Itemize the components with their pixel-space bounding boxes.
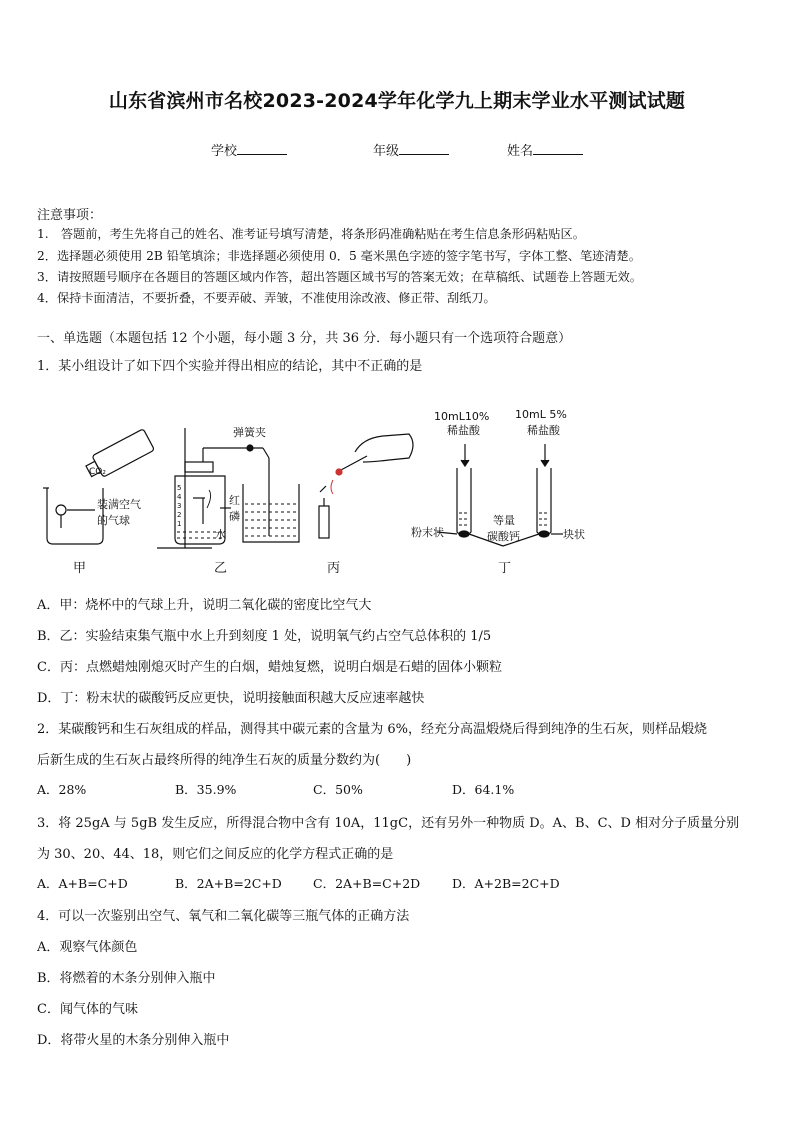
note-item: 2．选择题必须使用 2B 铅笔填涂；非选择题必须使用 0．5 毫米黑色字迹的签字笔书写，字体工整、笔迹清楚。: [37, 249, 641, 263]
test-tube-left: [457, 468, 471, 536]
school-field: [211, 140, 287, 159]
grade-field: [373, 140, 449, 159]
acid-left-label-2: 稀盐酸: [447, 424, 480, 437]
equal-label-1: 等量: [493, 514, 515, 527]
name-label: 姓名: [507, 144, 534, 159]
section-heading: 一、单选题（本题包括 12 个小题，每小题 3 分，共 36 分．每小题只有一个选项符合题意）: [37, 331, 572, 346]
red-phosphorus-label-2: 磷: [229, 510, 240, 523]
q3-option-b: B．2A+B=2C+D: [175, 876, 282, 891]
scale-mark: 4: [177, 493, 182, 501]
clamp-label: 弹簧夹: [233, 426, 266, 439]
note-item: 3．请按照题号顺序在各题目的答题区域内作答，超出答题区域书写的答案无效；在草稿纸、试题卷上答题无效。: [37, 270, 642, 284]
q3-option-a: A．A+B=C+D: [37, 876, 128, 891]
acid-right-label-1: 10mL 5%: [515, 408, 567, 421]
caption-bing: 丙: [327, 561, 341, 576]
grade-label: 年级: [373, 144, 400, 159]
page-title: 山东省滨州市名校2023-2024学年化学九上期末学业水平测试试题: [108, 90, 686, 112]
q3-stem-line-1: 3．将 25gA 与 5gB 发生反应，所得混合物中含有 10A，11gC，还有另外一种物质 D。A、B、C、D 相对分子质量分别: [37, 816, 740, 831]
caption-jia: 甲: [73, 561, 87, 576]
q2-option-c: C．50%: [313, 782, 363, 797]
scale-mark: 1: [177, 520, 182, 528]
powder-label: 粉末状: [411, 526, 444, 539]
q2-stem-line-2: 后新生成的生石灰占最终所得的纯净生石灰的质量分数约为( ): [37, 753, 412, 768]
beaker-yi: [243, 484, 299, 542]
q2-stem-line-1: 2．某碳酸钙和生石灰组成的样品，测得其中碳元素的含量为 6%，经充分高温煅烧后得到纯净的生石灰，则样品煅烧: [37, 722, 708, 737]
water-label: 水: [215, 528, 226, 541]
q1-option-b: B．乙：实验结束集气瓶中水上升到刻度 1 处，说明氧气约占空气总体积的 1/5: [37, 629, 492, 644]
balloon-label-2: 的气球: [97, 514, 130, 527]
q4-option-b: B．将燃着的木条分别伸入瓶中: [37, 971, 216, 986]
name-field: [507, 140, 583, 159]
school-label: 学校: [211, 144, 238, 159]
candle: [319, 506, 329, 538]
scale-mark: 5: [177, 484, 182, 492]
block-label: 块状: [563, 528, 585, 541]
name-blank: [533, 142, 583, 155]
balloon-label-1: 装满空气: [97, 498, 141, 511]
acid-left-label-1: 10mL10%: [434, 410, 490, 423]
q1-stem: 1．某小组设计了如下四个实验并得出相应的结论，其中不正确的是: [37, 359, 423, 374]
q1-option-a: A．甲：烧杯中的气球上升，说明二氧化碳的密度比空气大: [37, 598, 372, 613]
caption-ding: 丁: [498, 561, 512, 576]
equal-label-2: 碳酸钙: [487, 530, 520, 543]
q3-option-d: D．A+2B=2C+D: [452, 876, 560, 891]
q4-option-d: D．将带火星的木条分别伸入瓶中: [37, 1033, 230, 1048]
caption-yi: 乙: [214, 561, 228, 576]
q2-option-b: B．35.9%: [175, 782, 237, 797]
q2-option-d: D．64.1%: [452, 782, 515, 797]
q1-option-c: C．丙：点燃蜡烛刚熄灭时产生的白烟，蜡烛复燃，说明白烟是石蜡的固体小颗粒: [37, 660, 502, 675]
q2-option-a: A．28%: [37, 782, 87, 797]
q3-stem-line-2: 为 30、20、44、18，则它们之间反应的化学方程式正确的是: [37, 847, 394, 862]
q4-option-c: C．闻气体的气味: [37, 1002, 138, 1017]
co2-label: CO₂: [89, 467, 106, 477]
q4-stem: 4．可以一次鉴别出空气、氧气和二氧化碳等三瓶气体的正确方法: [37, 909, 410, 924]
q1-option-d: D．丁：粉末状的碳酸钙反应更快，说明接触面积越大反应速率越快: [37, 691, 425, 706]
q4-option-a: A．观察气体颜色: [37, 940, 138, 955]
note-item: 1. 答题前，考生先将自己的姓名、准考证号填写清楚，将条形码准确粘贴在考生信息条形码粘贴区。: [37, 227, 585, 241]
grade-blank: [399, 142, 449, 155]
balloon: [56, 505, 66, 515]
scale-mark: 3: [177, 502, 182, 510]
q3-option-c: C．2A+B=C+2D: [313, 876, 421, 891]
q1-figure: [37, 398, 757, 578]
scale-mark: 2: [177, 511, 182, 519]
experiment-illustration: [37, 398, 757, 578]
red-phosphorus-label-1: 红: [229, 494, 240, 507]
test-tube-right: [537, 468, 551, 536]
jar-stopper: [185, 462, 213, 472]
note-item: 4．保持卡面清洁，不要折叠，不要弄破、弄皱，不准使用涂改液、修正带、刮纸刀。: [37, 291, 496, 305]
acid-right-label-2: 稀盐酸: [527, 424, 560, 437]
beaker-jia: [47, 488, 103, 544]
notes-heading: 注意事项：: [37, 208, 103, 223]
school-blank: [237, 142, 287, 155]
